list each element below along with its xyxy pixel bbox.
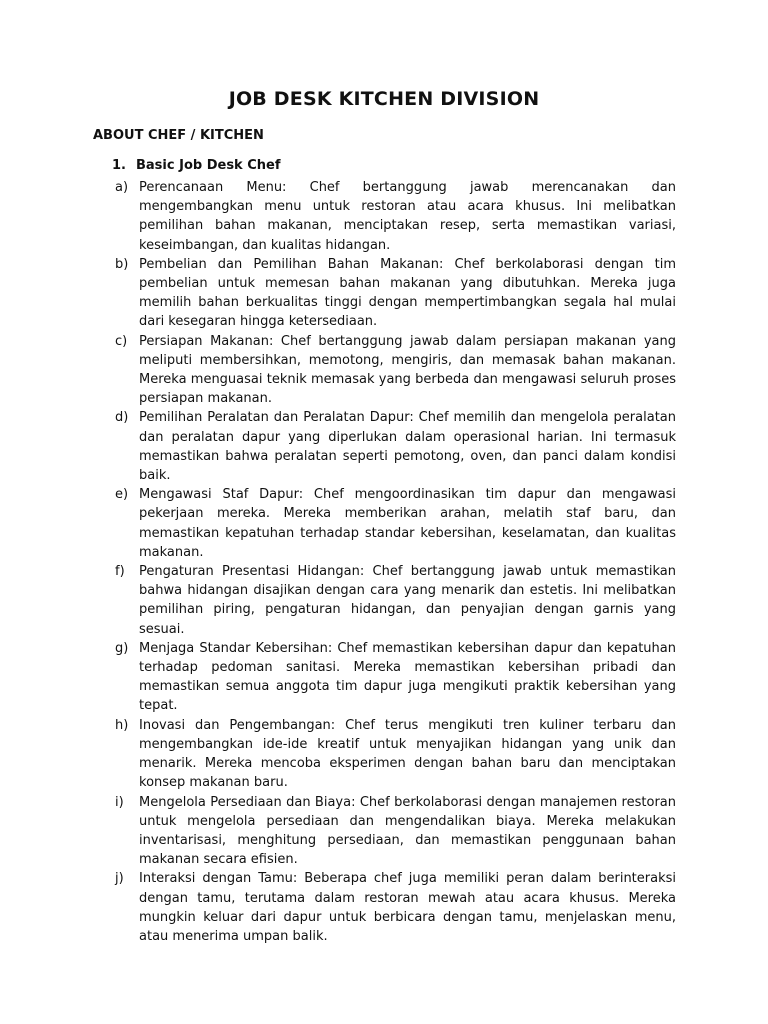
list-marker: h) xyxy=(115,717,129,733)
subsection-title: Basic Job Desk Chef xyxy=(136,158,281,173)
job-desk-list xyxy=(112,178,676,946)
list-marker: d) xyxy=(115,410,129,426)
list-marker: j) xyxy=(115,871,124,887)
list-item-text: Persiapan Makanan: Chef bertanggung jawab dalam persiapan makanan yang meliputi membersihkan, memotong, mengiris, dan memasak bahan makanan. Mereka menguasai teknik memasak yang berbeda dan mengawasi seluruh proses persiapan makanan. xyxy=(139,333,676,407)
list-item-text: Menjaga Standar Kebersihan: Chef memastikan kebersihan dapur dan kepatuhan terhadap pedoman sanitasi. Mereka memastikan kebersihan pribadi dan memastikan semua anggota tim dapur juga mengikuti praktik kebersihan yang tepat. xyxy=(139,640,676,714)
list-item-text: Pemilihan Peralatan dan Peralatan Dapur: Chef memilih dan mengelola peralatan dan peralatan dapur yang diperlukan dalam operasional harian. Ini termasuk memastikan bahwa peralatan seperti pemotong, oven, dan panci dalam kondisi baik. xyxy=(139,410,676,484)
subsection-heading xyxy=(112,158,281,173)
list-item xyxy=(112,408,676,485)
list-item xyxy=(112,178,676,255)
list-item xyxy=(112,639,676,716)
section-heading: ABOUT CHEF / KITCHEN xyxy=(93,128,264,143)
list-item xyxy=(112,255,676,332)
list-marker: i) xyxy=(115,794,124,810)
list-item-text: Perencanaan Menu: Chef bertanggung jawab merencanakan dan mengembangkan menu untuk restoran atau acara khusus. Ini melibatkan pemilihan bahan makanan, menciptakan resep, serta memastikan variasi, keseimbangan, dan kualitas hidangan. xyxy=(139,180,676,253)
list-item-text: Mengawasi Staf Dapur: Chef mengoordinasikan tim dapur dan mengawasi pekerjaan mereka. Mereka memberikan arahan, melatih staf baru, dan memastikan kepatuhan terhadap standar kebersihan, keselamatan, dan kualitas makanan. xyxy=(139,487,676,560)
list-marker: c) xyxy=(115,333,128,349)
list-marker: a) xyxy=(115,180,129,195)
list-item-text: Mengelola Persediaan dan Biaya: Chef berkolaborasi dengan manajemen restoran untuk mengelola persediaan dan mengendalikan biaya. Mereka melakukan inventarisasi, menghitung persediaan, dan memastikan penggunaan bahan makanan secara efisien. xyxy=(139,794,676,868)
list-item xyxy=(112,793,676,870)
list-item-text: Inovasi dan Pengembangan: Chef terus mengikuti tren kuliner terbaru dan mengembangkan ide-ide kreatif untuk menyajikan hidangan yang unik dan menarik. Mereka mencoba eksperimen dengan bahan baru dan menciptakan konsep makanan baru. xyxy=(139,717,676,791)
subsection-number: 1. xyxy=(112,158,126,173)
document-title: JOB DESK KITCHEN DIVISION xyxy=(228,88,540,110)
list-item xyxy=(112,562,676,639)
list-item xyxy=(112,869,676,946)
list-item-text: Pembelian dan Pemilihan Bahan Makanan: Chef berkolaborasi dengan tim pembelian untuk memesan bahan makanan yang dibutuhkan. Mereka juga memilih bahan berkualitas tinggi dengan mempertimbangkan segala hal mulai dari kesegaran hingga ketersediaan. xyxy=(139,256,676,330)
list-marker: g) xyxy=(115,640,129,656)
list-item xyxy=(112,716,676,793)
list-marker: f) xyxy=(115,564,125,580)
list-item-text: Interaksi dengan Tamu: Beberapa chef juga memiliki peran dalam berinteraksi dengan tamu, terutama dalam restoran mewah atau acara khusus. Mereka mungkin keluar dari dapur untuk berbicara dengan tamu, menjelaskan menu, atau menerima umpan balik. xyxy=(139,871,676,944)
list-item xyxy=(112,332,676,409)
list-item-text: Pengaturan Presentasi Hidangan: Chef bertanggung jawab untuk memastikan bahwa hidangan disajikan dengan cara yang menarik dan estetis. Ini melibatkan pemilihan piring, pengaturan hidangan, dan penyajian dengan garnis yang sesuai. xyxy=(139,564,676,637)
list-item xyxy=(112,485,676,562)
list-marker: b) xyxy=(115,256,129,272)
list-marker: e) xyxy=(115,487,129,503)
